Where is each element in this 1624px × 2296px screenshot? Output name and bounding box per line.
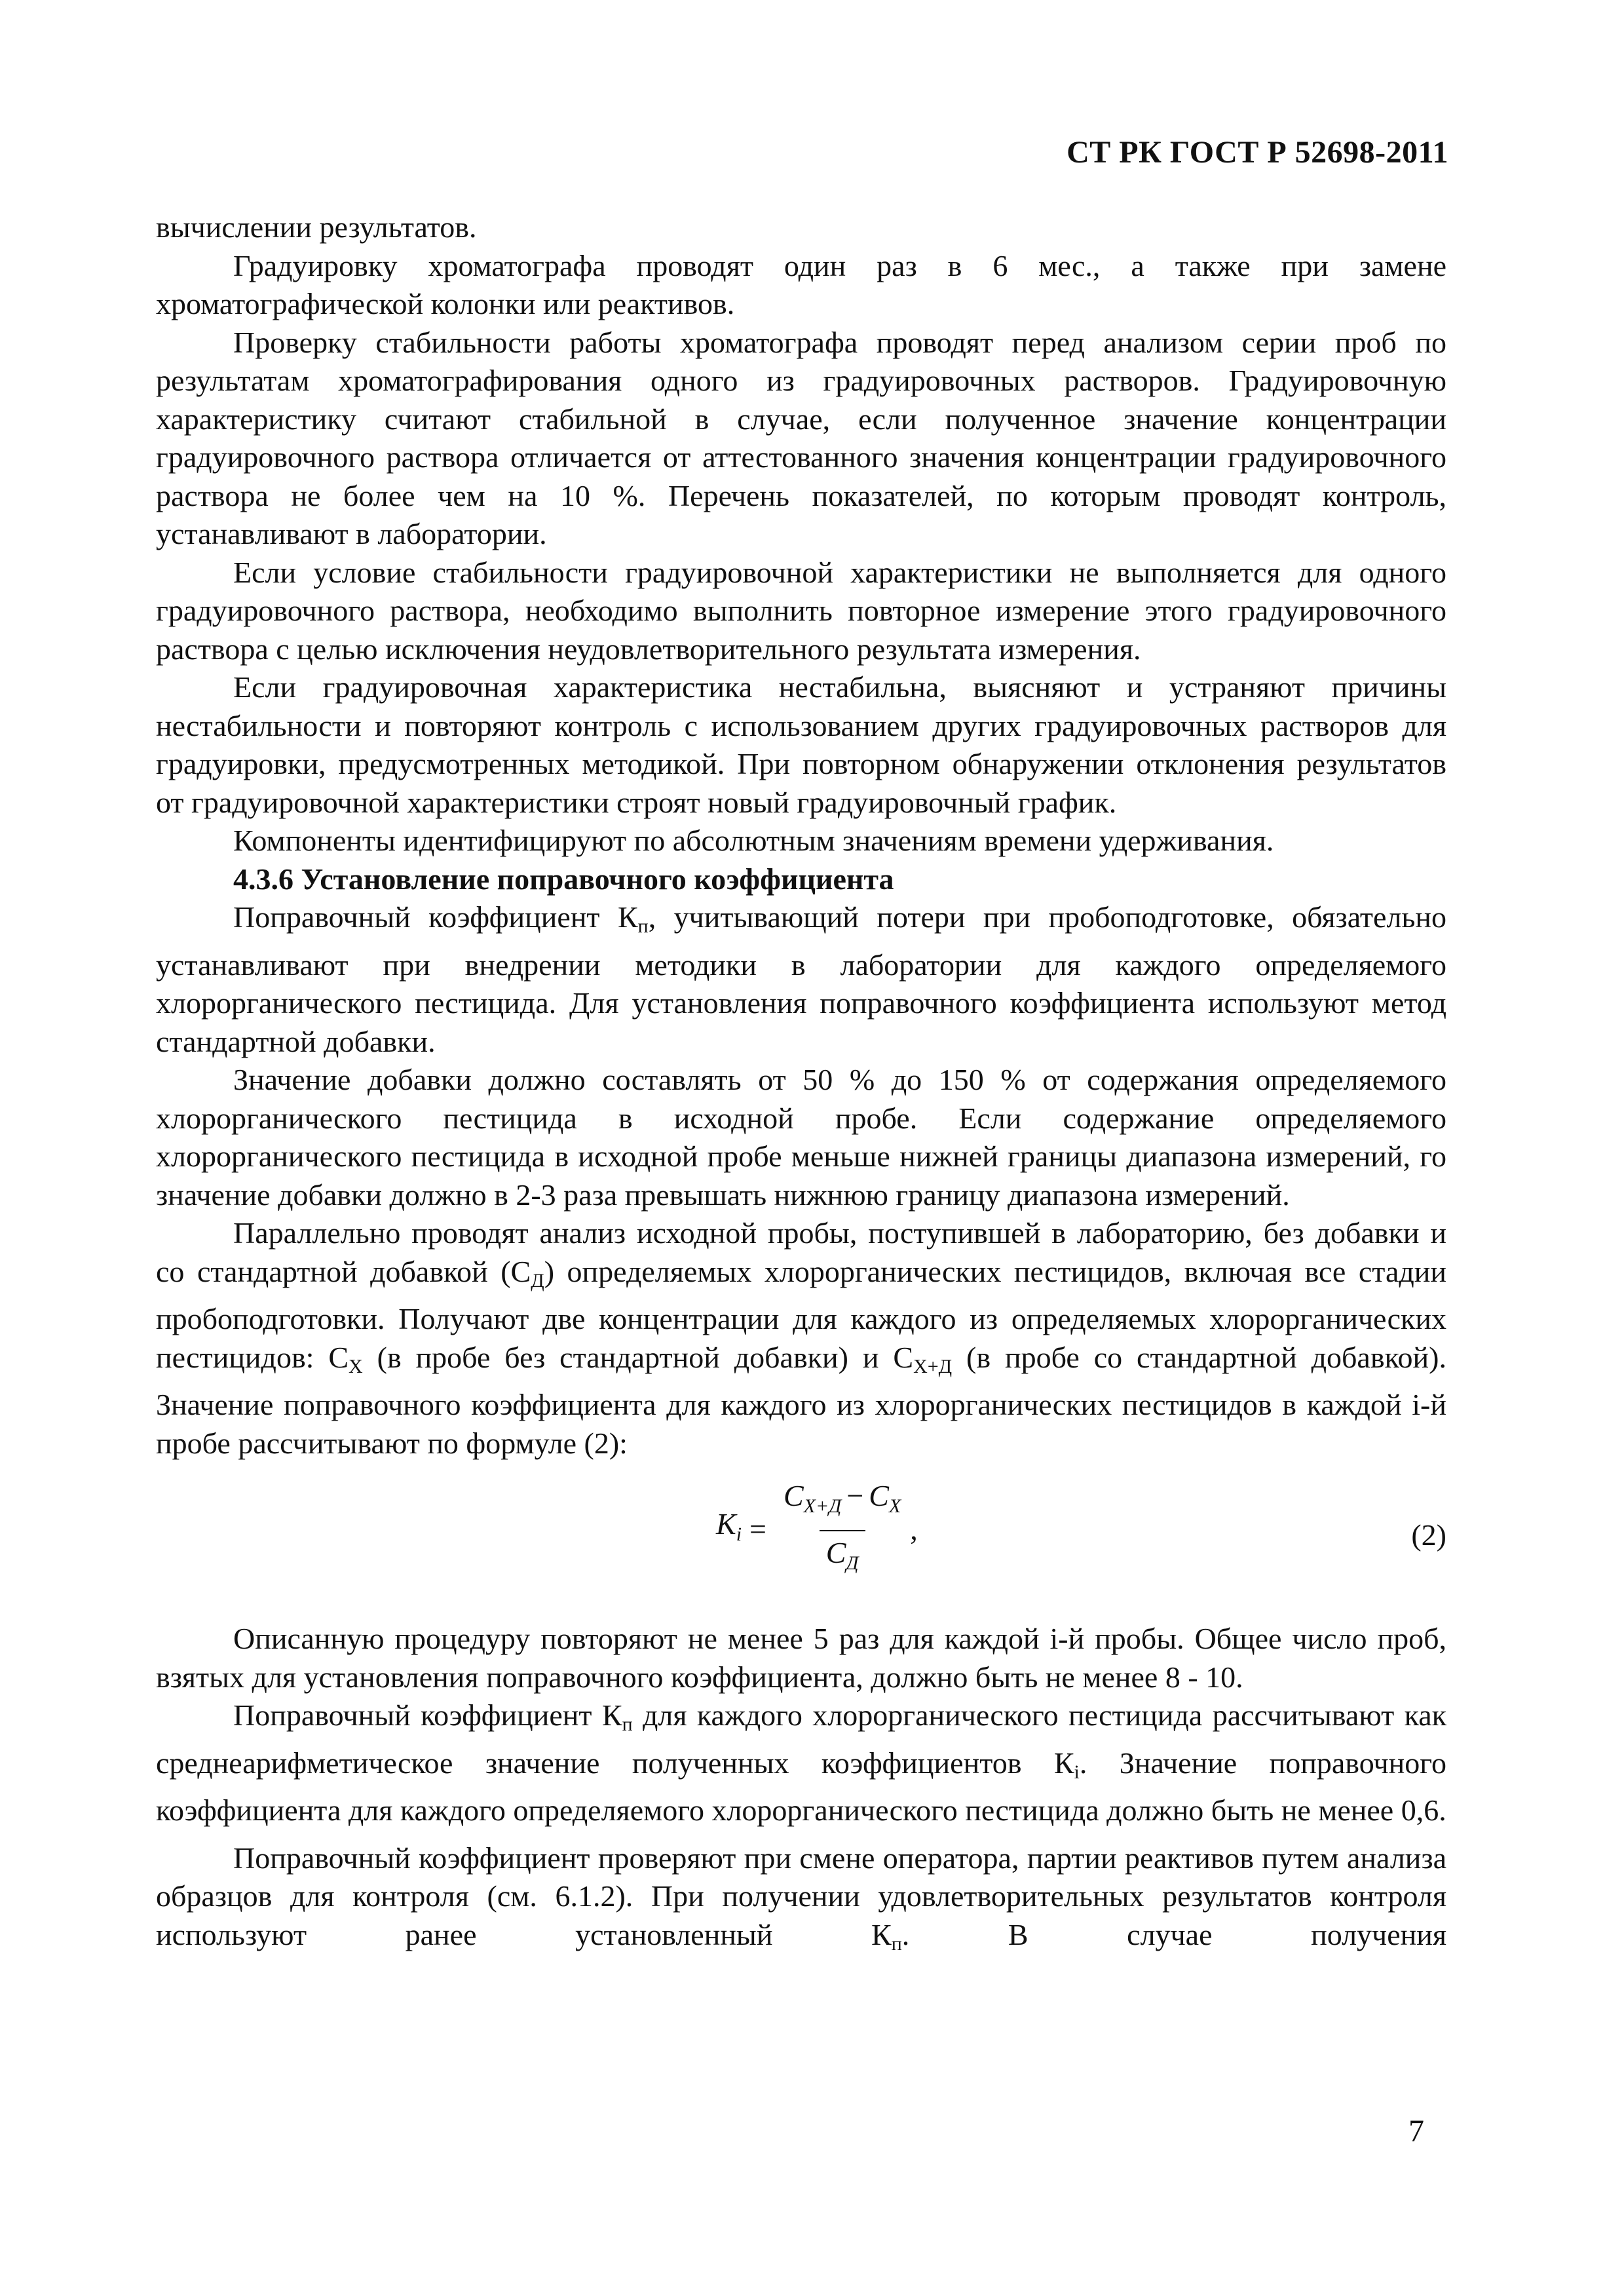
text-run: . В случае получения xyxy=(901,1917,1447,1951)
text-run: (в пробе без стандартной добавки) и С xyxy=(362,1340,914,1374)
paragraph xyxy=(156,1839,1446,1964)
paragraph xyxy=(156,898,1446,1061)
formula-fraction xyxy=(777,1477,907,1582)
subscript: і xyxy=(1074,1761,1080,1783)
paragraph: Описанную процедуру повторяют не менее 5 раз для каждой і-й пробы. Общее число проб, взятых для установления поправочного коэффициента, должно быть не менее 8 - 10. xyxy=(156,1622,1446,1694)
text-run: Поправочный коэффициент проверяют при смене оператора, партии реактивов путем анализа образцов для контроля (см. 6.1.2). При получении удовлетворительных результатов контроля используют ранее установленный К xyxy=(156,1841,1446,1951)
formula-block xyxy=(156,1473,1446,1601)
document-code-header: СТ РК ГОСТ Р 52698-2011 xyxy=(1067,135,1448,170)
section-heading: 4.3.6 Установление поправочного коэффициента xyxy=(233,862,894,896)
formula-expression xyxy=(716,1477,918,1582)
page-number: 7 xyxy=(1408,2114,1424,2149)
paragraph: вычислении результатов. xyxy=(156,210,477,244)
formula-number: (2) xyxy=(1411,1518,1446,1552)
paragraph xyxy=(156,1214,1446,1463)
subscript: Д xyxy=(531,1269,544,1292)
text-run: Поправочный коэффициент К xyxy=(233,900,638,934)
text-run: . Значение поправочного коэффициента для каждого определяемого хлорорганического пестицида должно быть не менее 0,6. xyxy=(156,1746,1446,1827)
paragraph-gap xyxy=(156,1830,1446,1839)
formula-denominator: $C_Д$ xyxy=(820,1530,865,1583)
paragraph xyxy=(156,1696,1446,1830)
paragraph: Градуировку хроматографа проводят один раз в 6 мес., а также при замене хроматографической колонки или реактивов. xyxy=(156,248,1446,320)
text-run: для каждого хлорорганического пестицида рассчитывают как среднеарифметическое значение полученных коэффициентов К xyxy=(156,1698,1446,1780)
paragraph: Значение добавки должно составлять от 50 % до 150 % от содержания определяемого хлорорганического пестицида в исходной пробе. Если содержание определяемого хлорорганического пестицида в исходной пробе меньше нижней границы диапазона измерений, го значение добавки должно в 2-3 раза превышать нижнюю границу диапазона измерений. xyxy=(156,1063,1446,1212)
text-run: Параллельно проводят анализ исходной пробы, поступившей в лабораторию, без добавки и со стандартной добавкой (С xyxy=(156,1216,1446,1288)
formula-comma: , xyxy=(910,1512,918,1546)
subscript: Х+Д xyxy=(913,1355,953,1377)
subscript: п xyxy=(637,915,649,937)
text-run: Поправочный коэффициент К xyxy=(233,1698,622,1732)
subscript: Х xyxy=(349,1355,363,1377)
document-body xyxy=(156,208,1446,1963)
text-run: ) определяемых хлорорганических пестицидов, включая все стадии пробоподготовки. Получают две концентрации для каждого из определяемых хлорорганических пестицидов: С xyxy=(156,1254,1446,1374)
paragraph: Если градуировочная характеристика нестабильна, выясняют и устраняют причины нестабильности и повторяют контроль с использованием других градуировочных растворов для градуировки, предусмотренных методикой. При повторном обнаружении отклонения результатов от градуировочной характеристики строят новый градуировочный график. xyxy=(156,670,1446,819)
text-run: (в пробе со стандартной добавкой). Значение поправочного коэффициента для каждого из хлорорганических пестицидов в каждой і-й пробе рассчитывают по формуле (2): xyxy=(156,1340,1446,1460)
formula-lhs: $K_i$ xyxy=(716,1507,742,1546)
paragraph: Компоненты идентифицируют по абсолютным значениям времени удерживания. xyxy=(233,824,1274,857)
text-run: , учитывающий потери при пробоподготовке, обязательно устанавливают при внедрении методики в лаборатории для каждого определяемого хлорорганического пестицида. Для установления поправочного коэффициента используют метод стандартной добавки. xyxy=(156,900,1447,1058)
paragraph: Если условие стабильности градуировочной характеристики не выполняется для одного градуировочного раствора, необходимо выполнить повторное измерение этого градуировочного раствора с целью исключения неудовлетворительного результата измерения. xyxy=(156,555,1446,666)
formula-numerator: $C_{X+Д} - C_X$ xyxy=(783,1479,901,1517)
subscript: п xyxy=(891,1932,902,1955)
formula-equals: = xyxy=(749,1512,766,1546)
subscript: п xyxy=(622,1713,633,1735)
paragraph: Проверку стабильности работы хроматографа проводят перед анализом серии проб по результатам хроматографирования одного из градуировочных растворов. Градуировочную характеристику считают стабильной в случае, если полученное значение концентрации градуировочного раствора отличается от аттестованного значения концентрации градуировочного раствора не более чем на 10 %. Перечень показателей, по которым проводят контроль, устанавливают в лаборатории. xyxy=(156,325,1446,550)
